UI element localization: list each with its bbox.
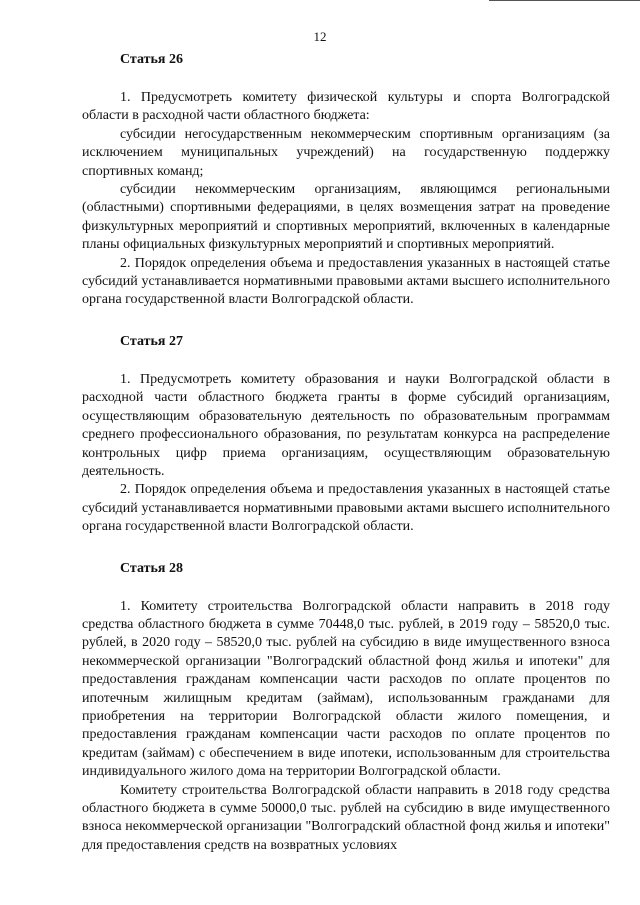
article-heading: Статья 28 bbox=[120, 560, 183, 576]
paragraph: Комитету строительства Волгоградской области направить в 2018 году средства областного бюджета в сумме 50000,0 тыс. рублей на субсидию в виде имущественного взноса некоммерческой организации "Волгоградский областной фонд жилья и ипотеки" для предоставления средств на возвратных условиях bbox=[82, 782, 610, 853]
paragraph: субсидии некоммерческим организациям, являющимся региональными (областными) спортивными федерациями, в целях возмещения затрат на проведение физкультурных мероприятий и спортивных мероприятий, включенных в календарные планы официальных физкультурных мероприятий и спортивных мероприятий. bbox=[82, 182, 610, 253]
article-heading: Статья 26 bbox=[120, 52, 183, 67]
article-heading: Статья 27 bbox=[120, 333, 183, 349]
document-body bbox=[82, 44, 610, 855]
paragraph: 2. Порядок определения объема и предоставления указанных в настоящей статье субсидий устанавливается нормативными правовыми актами высшего исполнительного органа государственной власти Волгоградской области. bbox=[82, 482, 610, 535]
article-27 bbox=[82, 332, 610, 537]
paragraph: 2. Порядок определения объема и предоставления указанных в настоящей статье субсидий устанавливается нормативными правовыми актами высшего исполнительного органа государственной власти Волгоградской области. bbox=[82, 255, 610, 308]
paragraph: 1. Предусмотреть комитету физической культуры и спорта Волгоградской области в расходной части областного бюджета: bbox=[82, 90, 610, 124]
article-26 bbox=[82, 50, 610, 310]
paragraph: 1. Предусмотреть комитету образования и науки Волгоградской области в расходной части областного бюджета гранты в форме субсидий организациям, осуществляющим образовательную деятельность по образовательным программам среднего профессионального образования, по результатам конкурса на распределение контрольных цифр приема организациям, осуществляющим образовательную деятельность. bbox=[82, 371, 610, 479]
paragraph: субсидии негосударственным некоммерческим спортивным организациям (за исключением муниципальных учреждений) на государственную поддержку спортивных команд; bbox=[82, 126, 610, 179]
article-body bbox=[82, 598, 610, 856]
article-body bbox=[82, 89, 610, 310]
top-rule bbox=[489, 0, 640, 1]
article-28 bbox=[82, 559, 610, 856]
paragraph: 1. Комитету строительства Волгоградской области направить в 2018 году средства областного бюджета в сумме 70448,0 тыс. рублей, в 2019 году – 58520,0 тыс. рублей, в 2020 году – 58520,0 тыс. рублей на субсидию в виде имущественного взноса некоммерческой организации "Волгоградский областной фонд жилья и ипотеки" для предоставления гражданам компенсации части расходов по оплате процентов по ипотечным жилищным кредитам (займам), использованным гражданами для приобретения на территории Волгоградской области жилого помещения, и предоставления гражданам компенсации части расходов по оплате процентов по кредитам (займам) с обеспечением в виде ипотеки, использованным для строительства индивидуального жилого дома на территории Волгоградской области. bbox=[82, 598, 610, 780]
article-body bbox=[82, 371, 610, 537]
page-number: 12 bbox=[313, 29, 327, 44]
